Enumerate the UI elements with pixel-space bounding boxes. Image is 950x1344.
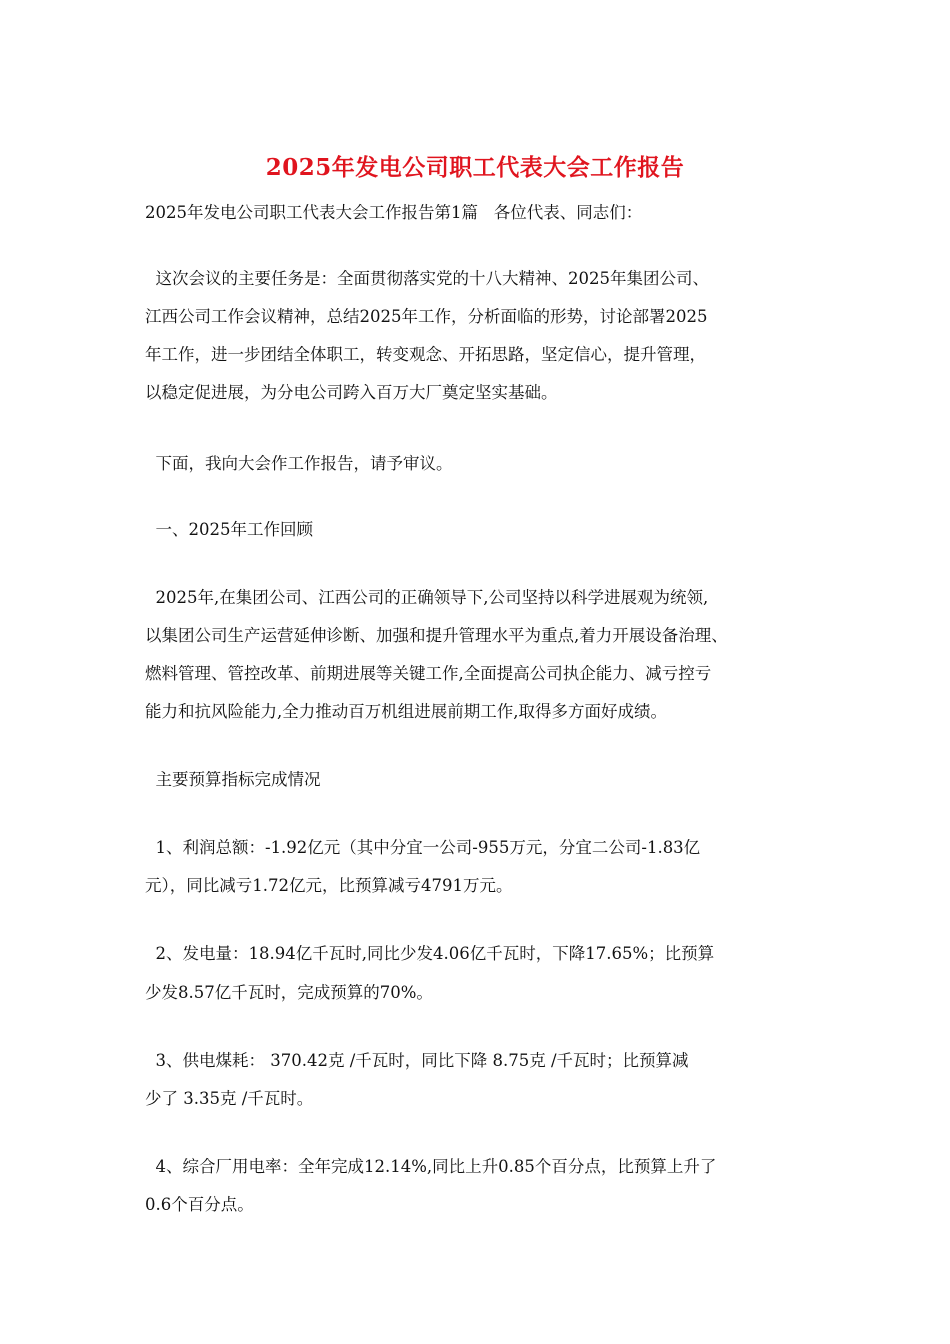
text-line: 以稳定促进展，为分电公司跨入百万大厂奠定坚实基础。	[145, 383, 558, 402]
subheading: 主要预算指标完成情况	[145, 770, 321, 789]
text-line: 江西公司工作会议精神，总结2025年工作，分析面临的形势，讨论部署2025	[145, 307, 708, 326]
text-line: 燃料管理、管控改革、前期进展等关键工作,全面提高公司执企能力、减亏控亏	[145, 664, 712, 683]
text-line: 4、综合厂用电率：全年完成12.14%,同比上升0.85个百分点，比预算上升了	[145, 1157, 717, 1176]
text-line: 能力和抗风险能力,全力推动百万机组进展前期工作,取得多方面好成绩。	[145, 702, 667, 721]
text-line: 年工作，进一步团结全体职工，转变观念、开拓思路，坚定信心，提升管理，	[145, 345, 706, 364]
text-line: 3、供电煤耗： 370.42克 /千瓦时，同比下降 8.75克 /千瓦时；比预算减	[145, 1051, 689, 1070]
text-line: 这次会议的主要任务是：全面贯彻落实党的十八大精神、2025年集团公司、	[145, 269, 709, 288]
text-line: 以集团公司生产运营延伸诊断、加强和提升管理水平为重点,着力开展设备治理、	[145, 626, 728, 645]
section-heading: 一、2025年工作回顾	[145, 520, 313, 539]
text-line: 0.6个百分点。	[145, 1195, 254, 1214]
text-line: 2025年发电公司职工代表大会工作报告第1篇 各位代表、同志们：	[145, 203, 643, 222]
text-line: 下面，我向大会作工作报告，请予审议。	[145, 454, 453, 473]
document-title: 2025年发电公司职工代表大会工作报告	[265, 154, 685, 181]
text-line: 1、利润总额：-1.92亿元（其中分宜一公司-955万元，分宜二公司-1.83亿	[145, 838, 701, 857]
text-line: 2、发电量：18.94亿千瓦时,同比少发4.06亿千瓦时，下降17.65%；比预算	[145, 944, 715, 963]
text-line: 少发8.57亿千瓦时，完成预算的70%。	[145, 983, 433, 1002]
text-line: 少了 3.35克 /千瓦时。	[145, 1089, 314, 1108]
text-line: 2025年,在集团公司、江西公司的正确领导下,公司坚持以科学进展观为统领,	[145, 588, 709, 607]
text-line: 元），同比减亏1.72亿元，比预算减亏4791万元。	[145, 876, 513, 895]
